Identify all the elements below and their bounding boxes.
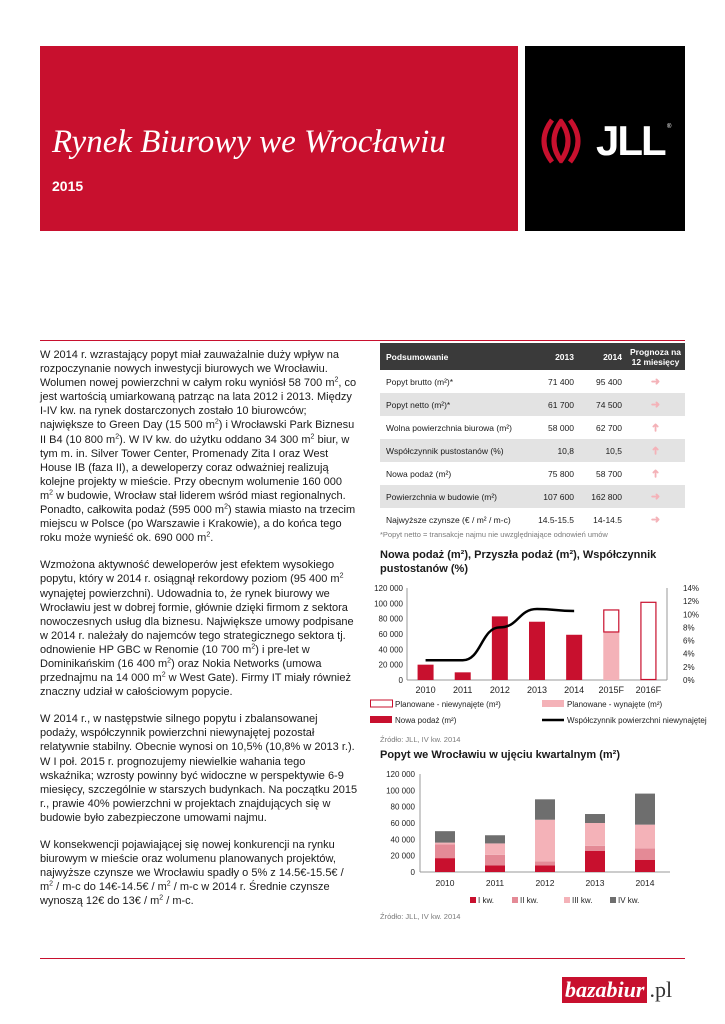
row-label: Popyt brutto (m²)* [386, 376, 454, 387]
row-label: Popyt netto (m²)* [380, 393, 530, 416]
row-value: 62 700 [596, 422, 622, 433]
legend-label: I kw. [478, 896, 495, 905]
legend-label: Nowa podaż (m²) [395, 716, 457, 725]
arrow-right-icon: ➜ [650, 491, 661, 503]
y-tick-label: 120 000 [386, 770, 415, 779]
row-label: Najwyższe czynsze (€ / m² / m-c) [386, 514, 511, 525]
row-value: 61 700 [530, 393, 578, 416]
x-tick-label: 2014 [635, 878, 655, 888]
legend-swatch [564, 897, 570, 903]
row-value: 162 800 [578, 485, 626, 508]
superscript: 2 [214, 418, 219, 426]
row-value: 74 500 [578, 393, 626, 416]
y-tick-label: 80 000 [378, 614, 403, 624]
bar-segment [535, 799, 555, 819]
superscript: 2 [49, 880, 54, 888]
y2-tick-label: 0% [683, 676, 695, 685]
superscript: 2 [310, 432, 315, 440]
row-value: 58 000 [548, 422, 574, 433]
row-value: 107 600 [530, 485, 578, 508]
legend-label: IV kw. [618, 896, 640, 905]
jll-registered-mark: ® [667, 124, 672, 130]
forecast-cell [626, 416, 685, 439]
forecast-cell [626, 508, 685, 531]
brand-name: bazabiur [562, 977, 647, 1003]
y-tick-label: 40 000 [390, 835, 415, 845]
page-title: Rynek Biurowy we Wrocławiu [52, 124, 446, 160]
x-tick-label: 2016F [635, 685, 662, 695]
row-value: 14-14.5 [593, 514, 622, 525]
header-cell: 2013 [530, 343, 578, 370]
row-label: Wolna powierzchnia biurowa (m²) [386, 422, 512, 433]
bar-segment [485, 865, 505, 872]
superscript: 2 [166, 880, 171, 888]
arrow-up-icon: ➜ [650, 445, 662, 456]
y-tick-label: 20 000 [378, 660, 403, 670]
divider-bottom [40, 958, 685, 959]
bar-segment [535, 861, 555, 865]
report-year: 2015 [52, 178, 84, 194]
legend-swatch [470, 897, 476, 903]
divider-top [40, 340, 685, 341]
article-body [40, 348, 358, 921]
superscript: 2 [206, 531, 211, 539]
header-cell: Prognoza na 12 miesięcy [626, 343, 685, 370]
x-tick-label: 2010 [415, 685, 436, 695]
bar-planned-let [603, 632, 619, 680]
y2-tick-label: 10% [683, 610, 700, 620]
legend-swatch [542, 700, 564, 707]
header-cell: 2014 [578, 343, 626, 370]
y-tick-label: 120 000 [374, 584, 403, 593]
row-label: Nowa podaż (m²) [386, 468, 452, 479]
arrow-up-icon: ➜ [650, 422, 662, 433]
row-value: 75 800 [548, 468, 574, 479]
bar-new-supply [529, 622, 545, 680]
legend-swatch [610, 897, 616, 903]
x-tick-label: 2014 [564, 685, 585, 695]
bar-new-supply [418, 665, 434, 680]
superscript: 2 [334, 376, 339, 384]
jll-logo-text: JLL [596, 117, 665, 164]
forecast-cell [626, 462, 685, 485]
arrow-up-icon: ➜ [650, 468, 662, 479]
summary-header-row [380, 343, 685, 370]
superscript: 2 [339, 572, 344, 580]
bazabiur-logo[interactable] [562, 977, 672, 1003]
chart-title: Popyt we Wrocławiu w ujęciu kwartalnym (m²) [380, 749, 621, 761]
bar-segment [635, 794, 655, 825]
y-tick-label: 100 000 [374, 599, 403, 609]
arrow-right-icon: ➜ [650, 514, 661, 526]
chart-source: Źródło: JLL, IV kw. 2014 [380, 912, 461, 921]
bar-segment [435, 843, 455, 845]
row-value: 95 400 [596, 376, 622, 387]
y-tick-label: 20 000 [390, 851, 415, 861]
legend-swatch [370, 716, 392, 723]
legend-label: Współczynnik powierzchni niewynajętej [567, 716, 707, 725]
arrow-right-icon: ➜ [650, 399, 661, 411]
paragraph: Wzmożona aktywność deweloperów jest efektem wysokiego popytu, który w 2014 r. osiągnął rekordowy poziom (95 400 $m^2$ wynajętej powierzchni). Udowadnia to, że rynek biurowy we Wrocławiu jest w dobrej formie, głównie dzięki firmom z sektora nowoczesnych usług dla biznesu. Największe umowy podpisane w 2014 r. należały do najemców tego strategicznego sektora tj. odnowienie HP GBC w Renomie (10 700 $m^2$) i pre-let w Dominikańskim (16 400 $m^2$) oraz Nokia Networks (umowa przednajmu na 14 000 $m^2$ w West Gate). Firmy IT miały również znaczny udział w całościowym popycie. [40, 559, 354, 699]
summary-row [380, 485, 685, 508]
forecast-cell [626, 370, 685, 393]
summary-row [380, 462, 685, 485]
y2-tick-label: 12% [683, 597, 700, 607]
row-value: 14.5-15.5 [538, 514, 574, 525]
superscript: 2 [49, 489, 54, 497]
brand-domain: .pl [649, 977, 673, 1002]
bar-segment [585, 851, 605, 872]
x-tick-label: 2013 [585, 878, 605, 888]
summary-row [380, 393, 685, 416]
chart-title: Nowa podaż (m²), Przyszła podaż (m²), Współczynnik pustostanów (%) [380, 549, 657, 575]
row-value: 58 700 [596, 468, 622, 479]
bar-segment [585, 846, 605, 851]
summary-row [380, 370, 685, 393]
summary-row [380, 416, 685, 439]
legend-label: Planowane - wynajęte (m²) [567, 700, 663, 709]
legend-label: Planowane - niewynajęte (m²) [395, 700, 501, 709]
bar-segment [435, 844, 455, 858]
superscript: 2 [115, 432, 120, 440]
bar-segment [635, 825, 655, 849]
x-tick-label: 2015F [598, 685, 625, 695]
bar-planned-unlet [604, 610, 619, 632]
x-tick-label: 2010 [435, 878, 455, 888]
arrow-right-icon: ➜ [650, 376, 661, 388]
superscript: 2 [159, 894, 164, 902]
summary-table [380, 343, 685, 531]
x-tick-label: 2012 [535, 878, 555, 888]
row-value: 10,5 [578, 439, 626, 462]
bar-new-supply [455, 672, 471, 680]
row-value: 10,8 [530, 439, 578, 462]
x-tick-label: 2012 [489, 685, 510, 695]
bar-segment [535, 865, 555, 872]
header-cell: Podsumowanie [380, 343, 530, 370]
paragraph: W konsekwencji pojawiającej się nowej konkurencji na rynku biurowym w mieście oraz wolumenu planowanych projektów, najwyższe czynsze we Wrocławiu spadły o 5% z 14.5€-15.5€ / $m^2 / m-c$ do 14€-14.5€ / $m^2 / m-c$ w 2014 r. Średnie czynsze wynoszą 12€ do 13€ / $m^2 / m-c$. [40, 839, 344, 908]
paragraph: W 2014 r. wzrastający popyt miał zauważalnie duży wpływ na rozpoczynanie nowych inwestycji biurowych we Wrocławiu. Wolumen nowej powierzchni w całym roku wyniósł 58 700 $m^2$, co jest wartością umiarkowaną patrząc na lata 2012 i 2013. Między I-IV kw. na rynek dostarczonych zostało 10 biurowców; największe to Green Day (15 500 $m^2$) i Wrocławski Park Biznesu II B4 (10 800 $m^2$). W IV kw. do użytku oddano 34 300 $m^2$ biur, w tym m. in. Silver Tower Center, Promenady Zita I oraz West House IB (faza II), a deweloperzy coraz odważniej realizują kolejne projekty w mieście. Przy obecnym wolumenie 160 000 $m^2$ w budowie, Wrocław stał liderem wśród miast regionalnych. Ponadto, całkowita podaż (595 000 $m^2$) stawia miasto na trzecim miejscu w Polsce (po Warszawie i Krakowie), a do końca tego roku może wynieść ok. 690 000 $m^2$. [40, 349, 357, 545]
y-tick-label: 80 000 [390, 802, 415, 812]
row-label: Powierzchnia w budowie (m²) [380, 485, 530, 508]
row-label: Współczynnik pustostanów (%) [380, 439, 530, 462]
y2-tick-label: 2% [683, 662, 695, 672]
legend-label: II kw. [520, 896, 539, 905]
table-note: *Popyt netto = transakcje najmu nie uwzględniające odnowień umów [380, 530, 608, 539]
forecast-cell [626, 393, 685, 416]
y-tick-label: 0 [410, 868, 415, 877]
y2-tick-label: 8% [683, 623, 695, 633]
x-tick-label: 2011 [485, 878, 505, 888]
x-tick-label: 2011 [453, 685, 473, 695]
summary-row [380, 508, 685, 531]
y-tick-label: 0 [398, 676, 403, 685]
summary-row [380, 439, 685, 462]
x-tick-label: 2013 [526, 685, 548, 695]
bar-segment [435, 831, 455, 842]
chart-source: Źródło: JLL, IV kw. 2014 [380, 735, 461, 744]
legend-label: III kw. [572, 896, 593, 905]
bar-segment [635, 860, 655, 872]
bar-segment [435, 858, 455, 872]
bar-segment [585, 823, 605, 846]
superscript: 2 [251, 643, 256, 651]
bar-segment [485, 843, 505, 854]
bar-segment [585, 814, 605, 823]
bar-planned-unlet [641, 602, 656, 679]
y-tick-label: 60 000 [378, 630, 403, 639]
forecast-cell [626, 439, 685, 462]
legend-swatch [512, 897, 518, 903]
y-tick-label: 40 000 [378, 645, 403, 655]
legend-swatch [371, 700, 393, 707]
row-value: 71 400 [548, 376, 574, 387]
superscript: 2 [224, 503, 228, 511]
forecast-cell [626, 485, 685, 508]
supply-vacancy-chart [370, 580, 715, 730]
bar-segment [535, 820, 555, 862]
quarterly-demand-chart [370, 766, 715, 910]
bar-segment [485, 835, 505, 843]
y2-tick-label: 6% [683, 636, 695, 646]
superscript: 2 [161, 671, 166, 679]
bar-segment [635, 848, 655, 859]
bar-new-supply [566, 635, 582, 680]
paragraph: W 2014 r., w następstwie silnego popytu i zbalansowanej podaży, współczynnik powierzchni niewynajętej pozostał relatywnie stabilny. Obecnie wynosi on 10,5% (10,8% w 2013 r.). W I poł. 2015 r. prognozujemy niewielkie wahania tego wskaźnika; wzrosty powinny być widoczne w perspektywie 6-9 miesięcy, szczególnie w starszych budynkach. Na początku 2015 r., prawie 40% powierzchni w projektach znajdujących się w budowie było zabezpieczone umowami najmu. [40, 713, 358, 824]
y2-tick-label: 14% [683, 584, 700, 593]
y-tick-label: 100 000 [386, 786, 415, 796]
bar-segment [485, 855, 505, 866]
y2-tick-label: 4% [683, 649, 695, 659]
y-tick-label: 60 000 [390, 819, 415, 828]
superscript: 2 [167, 657, 172, 665]
